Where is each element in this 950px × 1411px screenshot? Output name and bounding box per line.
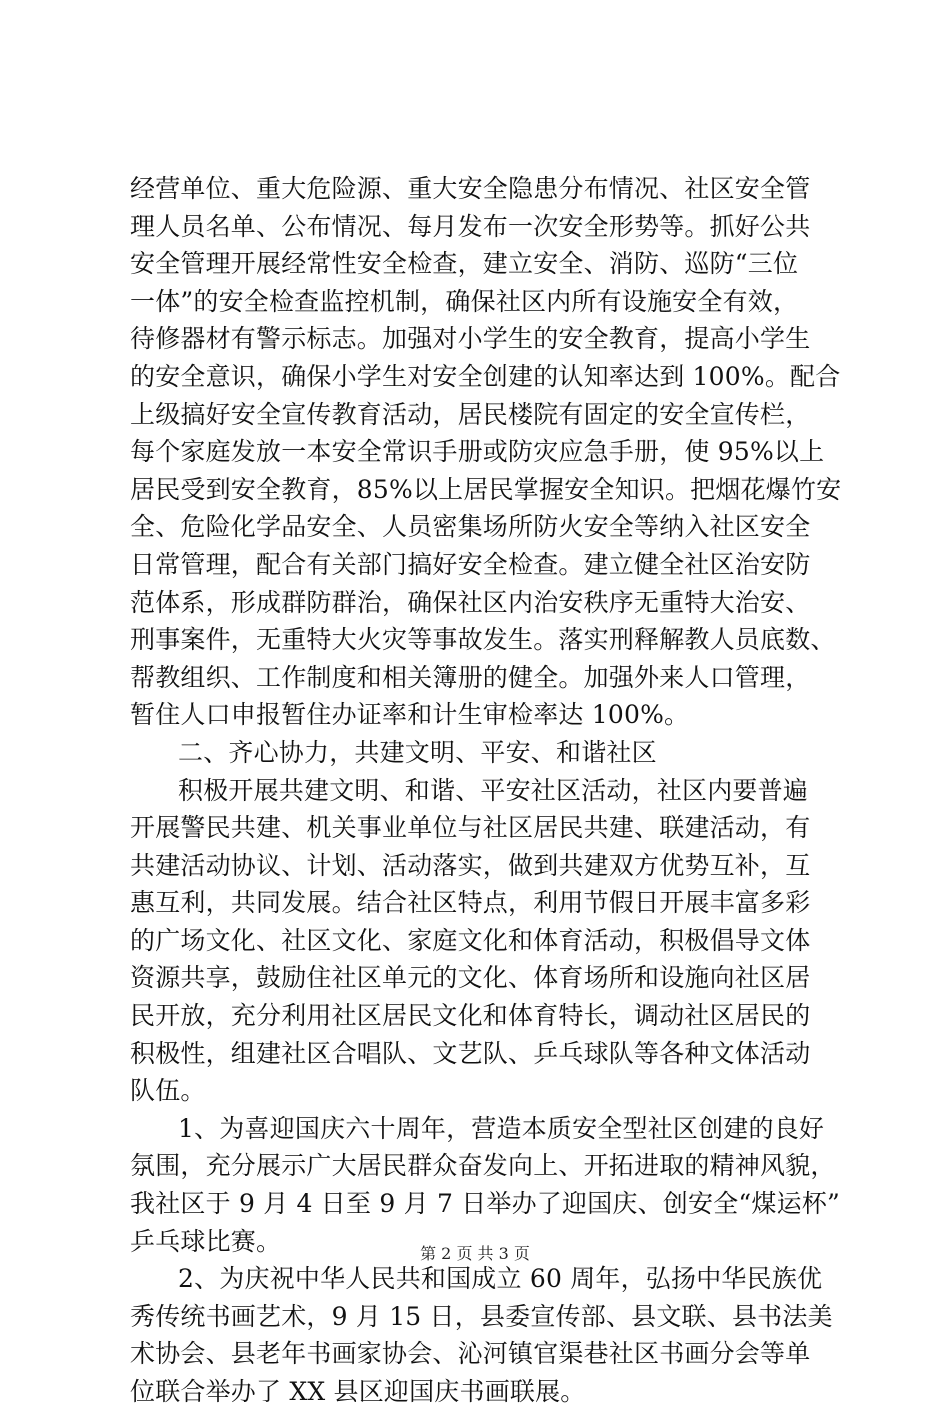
text-line: 氛围，充分展示广大居民群众奋发向上、开拓进取的精神风貌， (130, 1151, 836, 1181)
text-line: 经营单位、重大危险源、重大安全隐患分布情况、社区安全管 (130, 174, 811, 203)
text-line: 上级搞好安全宣传教育活动，居民楼院有固定的安全宣传栏， (130, 399, 811, 429)
text-line: 全、危险化学品安全、人员密集场所防火安全等纳入社区安全 (130, 512, 811, 542)
text-line: 积极性，组建社区合唱队、文艺队、乒乓球队等各种文体活动 (130, 1038, 811, 1068)
text-line: 安全管理开展经常性安全检查，建立安全、消防、巡防“三位 (130, 249, 799, 279)
text-line: 日常管理，配合有关部门搞好安全检查。建立健全社区治安防 (130, 549, 811, 579)
text-line: 共建活动协议、计划、活动落实，做到共建双方优势互补，互 (130, 850, 811, 880)
text-line: 秀传统书画艺术，9 月 15 日，县委宣传部、县文联、县书法美 (130, 1301, 833, 1331)
text-line: 乒乓球比赛。 (130, 1226, 282, 1256)
text-line: 2、为庆祝中华人民共和国成立 60 周年，弘扬中华民族优 (178, 1264, 823, 1294)
document-body (130, 170, 842, 1411)
text-line: 一体”的安全检查监控机制，确保社区内所有设施安全有效， (130, 286, 799, 316)
text-line: 队伍。 (130, 1076, 206, 1106)
text-line: 的安全意识，确保小学生对安全创建的认知率达到 100%。配合 (130, 361, 841, 391)
text-line: 资源共享，鼓励住社区单元的文化、体育场所和设施向社区居 (130, 963, 811, 993)
text-line: 帮教组织、工作制度和相关簿册的健全。加强外来人口管理， (130, 662, 811, 692)
text-line: 开展警民共建、机关事业单位与社区居民共建、联建活动，有 (130, 813, 811, 843)
text-line: 居民受到安全教育，85%以上居民掌握安全知识。把烟花爆竹安 (130, 474, 842, 504)
section-heading: 二、齐心协力，共建文明、平安、和谐社区 (178, 737, 657, 767)
text-line: 每个家庭发放一本安全常识手册或防灾应急手册，使 95%以上 (130, 437, 825, 467)
text-line: 我社区于 9 月 4 日至 9 月 7 日举办了迎国庆、创安全“煤运杯” (130, 1189, 840, 1219)
text-line: 刑事案件，无重特大火灾等事故发生。落实刑释解教人员底数、 (130, 625, 836, 655)
text-line: 的广场文化、社区文化、家庭文化和体育活动，积极倡导文体 (130, 925, 811, 955)
text-line: 暂住人口申报暂住办证率和计生审检率达 100%。 (130, 700, 690, 730)
text-line: 位联合举办了 XX 县区迎国庆书画联展。 (130, 1377, 586, 1406)
text-line: 积极开展共建文明、和谐、平安社区活动，社区内要普遍 (178, 775, 809, 805)
text-line: 民开放，充分利用社区居民文化和体育特长，调动社区居民的 (130, 1001, 811, 1031)
text-line: 范体系，形成群防群治，确保社区内治安秩序无重特大治安、 (130, 587, 811, 617)
text-line: 理人员名单、公布情况、每月发布一次安全形势等。抓好公共 (130, 211, 811, 241)
text-line: 待修器材有警示标志。加强对小学生的安全教育，提高小学生 (130, 324, 811, 354)
text-line: 1、为喜迎国庆六十周年，营造本质安全型社区创建的良好 (178, 1113, 825, 1143)
page-number-footer: 第 2 页 共 3 页 (420, 1244, 530, 1263)
text-line: 术协会、县老年书画家协会、沁河镇官渠巷社区书画分会等单 (130, 1339, 811, 1369)
text-line: 惠互利，共同发展。结合社区特点，利用节假日开展丰富多彩 (130, 888, 811, 918)
